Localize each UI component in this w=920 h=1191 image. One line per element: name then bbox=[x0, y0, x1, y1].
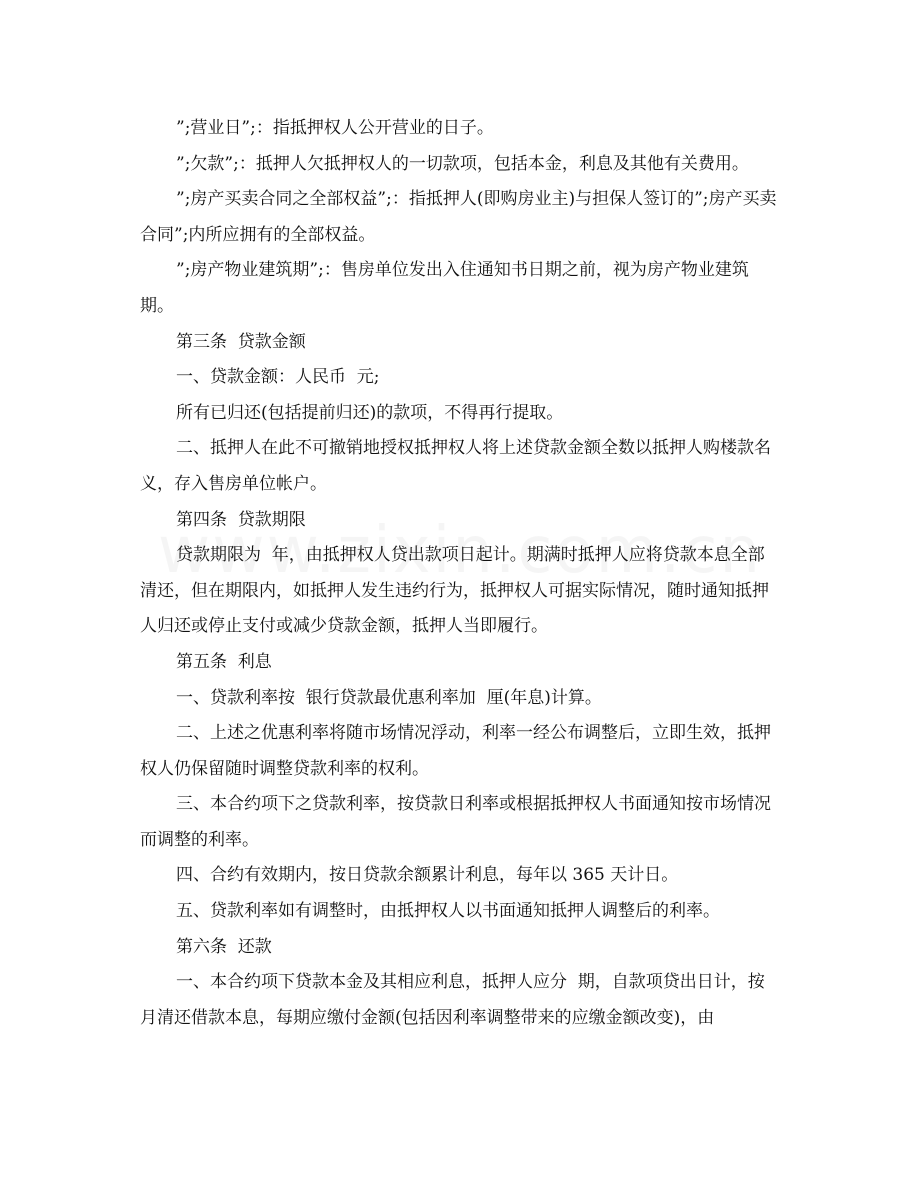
paragraph: 四、合约有效期内，按日贷款余额累计利息，每年以 365 天计日。 bbox=[176, 865, 679, 886]
paragraph: 五、贷款利率如有调整时，由抵押权人以书面通知抵押人调整后的利率。 bbox=[176, 901, 720, 922]
article-heading: 第六条 还款 bbox=[176, 936, 272, 957]
paragraph: 一、本合约项下贷款本金及其相应利息，抵押人应分 期，自款项贷出日计，按月清还借款本息，每期应缴付金额(包括因利率调整带来的应缴金额改变)，由 bbox=[140, 972, 765, 1028]
paragraph: 所有已归还(包括提前归还)的款项，不得再行提取。 bbox=[176, 402, 564, 423]
article-heading: 第五条 利息 bbox=[176, 651, 272, 672]
paragraph-construction-period-definition: ”;房产物业建筑期”;：售房单位发出入住通知书日期之前，视为房产物业建筑期。 bbox=[140, 260, 749, 316]
paragraph-business-day-definition: ”;营业日”;：指抵押权人公开营业的日子。 bbox=[176, 118, 494, 138]
paragraph: 三、本合约项下之贷款利率，按贷款日利率或根据抵押权人书面通知按市场情况而调整的利率。 bbox=[140, 794, 771, 850]
paragraph-sales-contract-rights-definition: ”;房产买卖合同之全部权益”;：指抵押人(即购房业主)与担保人签订的”;房产买卖合同”;内所应拥有的全部权益。 bbox=[140, 189, 777, 245]
article-heading: 第三条 贷款金额 bbox=[176, 331, 306, 352]
document-body bbox=[140, 111, 780, 1036]
paragraph: 一、贷款金额：人民币 元; bbox=[176, 367, 380, 388]
article-heading: 第四条 贷款期限 bbox=[176, 509, 306, 530]
paragraph: 二、上述之优惠利率将随市场情况浮动，利率一经公布调整后，立即生效，抵押权人仍保留随时调整贷款利率的权利。 bbox=[140, 723, 771, 779]
paragraph: 贷款期限为 年，由抵押权人贷出款项日起计。期满时抵押人应将贷款本息全部清还，但在期限内，如抵押人发生违约行为，抵押权人可据实际情况，随时通知抵押人归还或停止支付或减少贷款金额，抵押人当即履行。 bbox=[140, 545, 769, 637]
paragraph-arrears-definition: ”;欠款”;：抵押人欠抵押权人的一切款项，包括本金，利息及其他有关费用。 bbox=[176, 153, 749, 174]
paragraph: 一、贷款利率按 银行贷款最优惠利率加 厘(年息)计算。 bbox=[176, 687, 602, 708]
paragraph: 二、抵押人在此不可撤销地授权抵押权人将上述贷款金额全数以抵押人购楼款名义，存入售房单位帐户。 bbox=[140, 438, 771, 494]
